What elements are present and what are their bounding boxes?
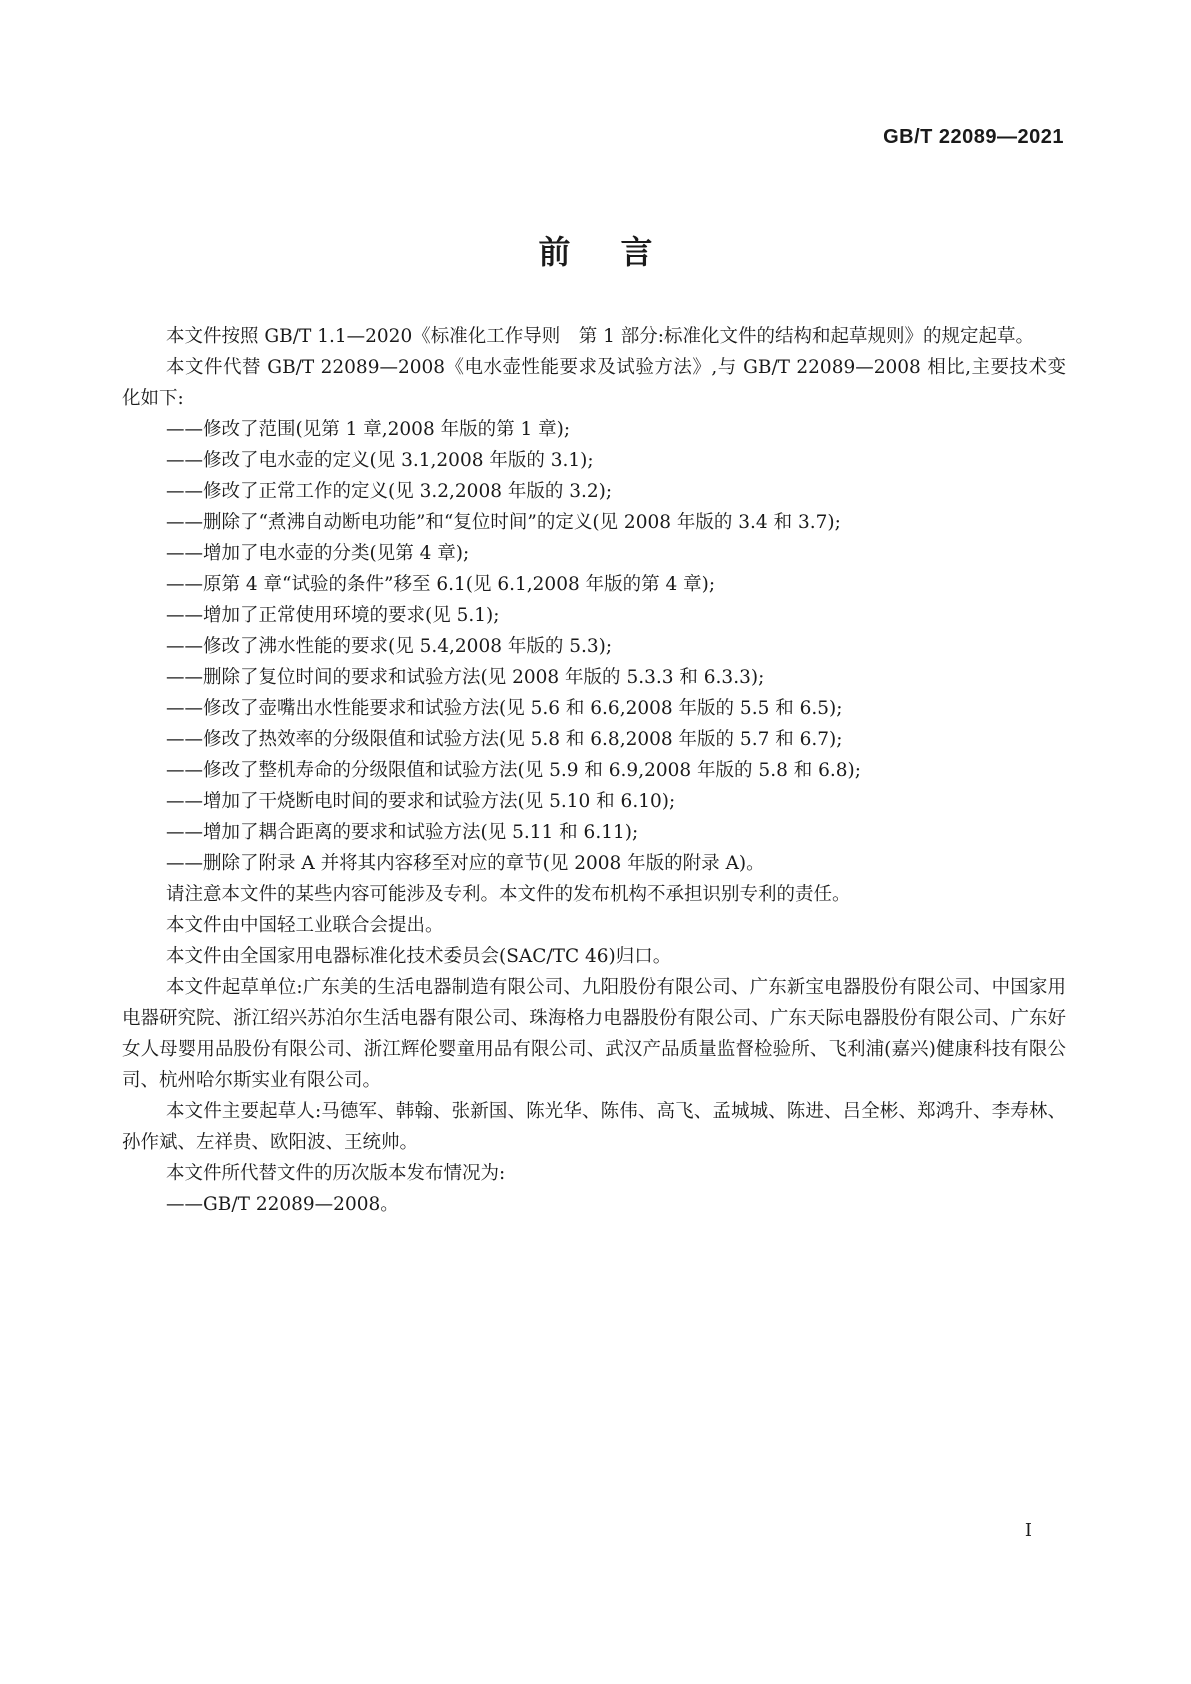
- paragraph-drafting-units: 本文件起草单位:广东美的生活电器制造有限公司、九阳股份有限公司、广东新宝电器股份有限公司、中国家用电器研究院、浙江绍兴苏泊尔生活电器有限公司、珠海格力电器股份有限公司、广东天际电器股份有限公司、广东好女人母婴用品股份有限公司、浙江辉伦婴童用品有限公司、武汉产品质量监督检验所、飞利浦(嘉兴)健康科技有限公司、杭州哈尔斯实业有限公司。: [122, 977, 1066, 1091]
- change-item: ——增加了电水壶的分类(见第 4 章);: [166, 543, 470, 564]
- change-item: ——删除了附录 A 并将其内容移至对应的章节(见 2008 年版的附录 A)。: [166, 853, 765, 874]
- history-item: ——GB/T 22089—2008。: [166, 1194, 399, 1215]
- change-item: ——原第 4 章“试验的条件”移至 6.1(见 6.1,2008 年版的第 4 章);: [166, 574, 716, 595]
- change-item: ——修改了热效率的分级限值和试验方法(见 5.8 和 6.8,2008 年版的 5.7 和 6.7);: [166, 729, 843, 750]
- paragraph-drafters: 本文件主要起草人:马德军、韩翰、张新国、陈光华、陈伟、高飞、孟城城、陈进、吕全彬、郑鸿升、李寿林、孙作斌、左祥贵、欧阳波、王统帅。: [122, 1101, 1066, 1153]
- paragraph-committee: 本文件由全国家用电器标准化技术委员会(SAC/TC 46)归口。: [166, 946, 672, 967]
- paragraph-proposer: 本文件由中国轻工业联合会提出。: [166, 915, 444, 936]
- page-title: 前言: [538, 233, 703, 271]
- change-item: ——增加了正常使用环境的要求(见 5.1);: [166, 605, 500, 626]
- change-item: ——修改了沸水性能的要求(见 5.4,2008 年版的 5.3);: [166, 636, 613, 657]
- change-item: ——修改了电水壶的定义(见 3.1,2008 年版的 3.1);: [166, 450, 594, 471]
- change-item: ——修改了正常工作的定义(见 3.2,2008 年版的 3.2);: [166, 481, 613, 502]
- paragraph-drafting-rules: 本文件按照 GB/T 1.1—2020《标准化工作导则 第 1 部分:标准化文件的结构和起草规则》的规定起草。: [166, 326, 1034, 347]
- page-number: I: [1024, 1520, 1032, 1541]
- change-item: ——增加了耦合距离的要求和试验方法(见 5.11 和 6.11);: [166, 822, 639, 843]
- change-item: ——修改了范围(见第 1 章,2008 年版的第 1 章);: [166, 419, 571, 440]
- foreword-body: [122, 321, 1066, 1220]
- change-item: ——修改了整机寿命的分级限值和试验方法(见 5.9 和 6.9,2008 年版的 5.8 和 6.8);: [166, 760, 861, 781]
- change-item: ——删除了“煮沸自动断电功能”和“复位时间”的定义(见 2008 年版的 3.4 和 3.7);: [166, 512, 841, 533]
- standard-code: GB/T 22089—2021: [883, 126, 1064, 148]
- paragraph-patent-notice: 请注意本文件的某些内容可能涉及专利。本文件的发布机构不承担识别专利的责任。: [166, 884, 851, 905]
- change-item: ——增加了干烧断电时间的要求和试验方法(见 5.10 和 6.10);: [166, 791, 676, 812]
- change-item: ——修改了壶嘴出水性能要求和试验方法(见 5.6 和 6.6,2008 年版的 5.5 和 6.5);: [166, 698, 843, 719]
- change-item: ——删除了复位时间的要求和试验方法(见 2008 年版的 5.3.3 和 6.3.3);: [166, 667, 765, 688]
- paragraph-history-intro: 本文件所代替文件的历次版本发布情况为:: [166, 1163, 506, 1184]
- paragraph-replacement: 本文件代替 GB/T 22089—2008《电水壶性能要求及试验方法》,与 GB/T 22089—2008 相比,主要技术变化如下:: [122, 357, 1066, 409]
